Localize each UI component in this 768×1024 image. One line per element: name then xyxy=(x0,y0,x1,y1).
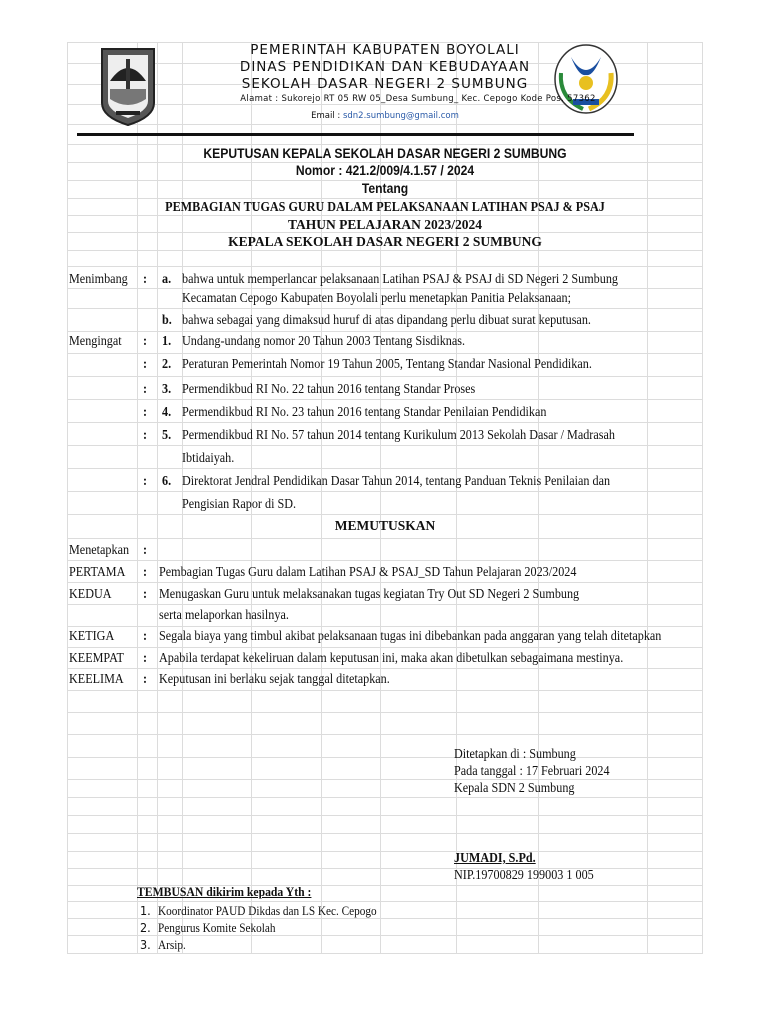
grid-row-line xyxy=(67,215,703,216)
mengingat-item-continued: Pengisian Rapor di SD. xyxy=(182,496,297,511)
signature-place: Ditetapkan di : Sumbung xyxy=(454,746,576,761)
grid-column-line xyxy=(456,42,457,954)
mengingat-item: Permendikbud RI No. 22 tahun 2016 tentang Standar Proses xyxy=(182,381,476,396)
letterhead-department: DINAS PENDIDIKAN DAN KEBUDAYAAN xyxy=(239,59,531,75)
decision-text: Pembagian Tugas Guru dalam Latihan PSAJ & PSAJ_SD Tahun Pelajaran 2023/2024 xyxy=(159,564,577,579)
cc-number: 1. xyxy=(140,903,151,918)
menimbang-item-continued: Kecamatan Cepogo Kabupaten Boyolali perlu menetapkan Panitia Pelaksanaan; xyxy=(182,290,572,305)
signature-date: Pada tanggal : 17 Februari 2024 xyxy=(454,763,610,778)
grid-row-line xyxy=(67,851,703,852)
menimbang-item: bahwa sebagai yang dimaksud huruf di atas dipandang perlu dibuat surat keputusan. xyxy=(182,312,591,327)
mengingat-item-continued: Ibtidaiyah. xyxy=(182,450,235,465)
grid-column-line xyxy=(702,42,703,954)
grid-row-line xyxy=(67,266,703,267)
colon: : xyxy=(143,564,148,579)
grid-row-line xyxy=(67,144,703,145)
decree-school-year: TAHUN PELAJARAN 2023/2024 xyxy=(287,217,482,232)
item-marker: 2. xyxy=(162,356,172,371)
grid-row-line xyxy=(67,331,703,332)
colon: : xyxy=(143,427,148,442)
grid-row-line xyxy=(67,560,703,561)
grid-row-line xyxy=(67,604,703,605)
tembusan-heading: TEMBUSAN dikirim kepada Yth : xyxy=(137,884,312,899)
cc-number: 3. xyxy=(140,937,151,952)
decision-text: Keputusan ini berlaku sejak tanggal ditetapkan. xyxy=(159,671,390,686)
grid-row-line xyxy=(67,953,703,954)
decree-title: KEPUTUSAN KEPALA SEKOLAH DASAR NEGERI 2 SUMBUNG xyxy=(203,146,567,161)
decision-text-continued: serta melaporkan hasilnya. xyxy=(159,607,289,622)
decision-label: KEELIMA xyxy=(69,671,124,686)
grid-row-line xyxy=(67,353,703,354)
grid-row-line xyxy=(67,288,703,289)
mengingat-item: Peraturan Pemerintah Nomor 19 Tahun 2005, Tentang Standar Nasional Pendidikan. xyxy=(182,356,592,371)
grid-row-line xyxy=(67,779,703,780)
grid-column-line xyxy=(157,42,158,954)
item-marker: 3. xyxy=(162,381,172,396)
grid-column-line xyxy=(538,42,539,954)
grid-row-line xyxy=(67,734,703,735)
decision-label: KEDUA xyxy=(69,586,112,601)
grid-row-line xyxy=(67,901,703,902)
grid-row-line xyxy=(67,757,703,758)
menimbang-label: Menimbang xyxy=(69,271,128,286)
cc-recipient: Koordinator PAUD Dikdas dan LS Kec. Cepogo xyxy=(158,904,377,918)
decision-text: Menugaskan Guru untuk melaksanakan tugas kegiatan Try Out SD Negeri 2 Sumbung xyxy=(159,586,580,601)
mengingat-label: Mengingat xyxy=(69,333,122,348)
item-marker: 1. xyxy=(162,333,172,348)
letterhead-school: SEKOLAH DASAR NEGERI 2 SUMBUNG xyxy=(241,76,529,92)
grid-column-line xyxy=(380,42,381,954)
decree-about-label: Tentang xyxy=(361,181,409,196)
colon: : xyxy=(143,628,148,643)
decree-issuer: KEPALA SEKOLAH DASAR NEGERI 2 SUMBUNG xyxy=(228,234,542,249)
grid-row-line xyxy=(67,399,703,400)
colon: : xyxy=(143,586,148,601)
signatory-name: JUMADI, S.Pd. xyxy=(454,850,536,865)
grid-row-line xyxy=(67,690,703,691)
decision-label: PERTAMA xyxy=(69,564,126,579)
cc-number: 2. xyxy=(140,920,151,935)
colon: : xyxy=(143,650,148,665)
cc-recipient: Arsip. xyxy=(158,938,186,952)
colon: : xyxy=(143,356,148,371)
grid-row-line xyxy=(67,538,703,539)
cc-recipient: Pengurus Komite Sekolah xyxy=(158,921,276,935)
grid-row-line xyxy=(67,514,703,515)
grid-row-line xyxy=(67,833,703,834)
decision-label: KETIGA xyxy=(69,628,115,643)
grid-row-line xyxy=(67,797,703,798)
decision-label: KEEMPAT xyxy=(69,650,124,665)
item-marker: 5. xyxy=(162,427,172,442)
grid-row-line xyxy=(67,376,703,377)
grid-row-line xyxy=(67,868,703,869)
item-marker: b. xyxy=(162,312,172,327)
mengingat-item: Direktorat Jendral Pendidikan Dasar Tahun 2014, tentang Panduan Teknis Penilaian dan xyxy=(182,473,611,488)
signature-position: Kepala SDN 2 Sumbung xyxy=(454,780,575,795)
letterhead-email-line xyxy=(67,111,703,121)
grid-row-line xyxy=(67,422,703,423)
colon: : xyxy=(143,271,148,286)
grid-row-line xyxy=(67,712,703,713)
colon: : xyxy=(143,333,148,348)
email-link[interactable]: sdn2.sumbung@gmail.com xyxy=(342,111,459,121)
grid-row-line xyxy=(67,815,703,816)
colon: : xyxy=(143,381,148,396)
decision-text: Apabila terdapat kekeliruan dalam keputusan ini, maka akan dibetulkan sebagaimana mestinya. xyxy=(159,650,624,665)
colon: : xyxy=(143,671,148,686)
grid-column-line xyxy=(137,42,138,954)
grid-row-line xyxy=(67,491,703,492)
grid-row-line xyxy=(67,124,703,125)
grid-row-line xyxy=(67,647,703,648)
item-marker: 4. xyxy=(162,404,172,419)
colon: : xyxy=(143,542,148,557)
grid-row-line xyxy=(67,626,703,627)
grid-column-line xyxy=(67,42,68,954)
mengingat-item: Permendikbud RI No. 23 tahun 2016 tentang Standar Penilaian Pendidikan xyxy=(182,404,547,419)
grid-row-line xyxy=(67,468,703,469)
grid-row-line xyxy=(67,445,703,446)
letterhead-government: PEMERINTAH KABUPATEN BOYOLALI xyxy=(250,42,520,58)
letterhead-divider xyxy=(77,133,634,136)
decree-number: Nomor : 421.2/009/4.1.57 / 2024 xyxy=(295,163,475,178)
signatory-nip: NIP.19700829 199003 1 005 xyxy=(454,867,594,882)
memutuskan-heading: MEMUTUSKAN xyxy=(334,518,436,533)
mengingat-item: Permendikbud RI No. 57 tahun 2014 tentang Kurikulum 2013 Sekolah Dasar / Madrasah xyxy=(182,427,615,442)
decision-label: Menetapkan xyxy=(69,542,130,557)
item-marker: 6. xyxy=(162,473,172,488)
letterhead-address: Alamat : Sukorejo RT 05 RW 05_Desa Sumbung_ Kec. Cepogo Kode Pos. 57362 xyxy=(240,94,596,104)
grid-row-line xyxy=(67,250,703,251)
mengingat-item: Undang-undang nomor 20 Tahun 2003 Tentang Sisdiknas. xyxy=(182,333,466,348)
grid-column-line xyxy=(647,42,648,954)
grid-row-line xyxy=(67,668,703,669)
colon: : xyxy=(143,404,148,419)
email-label: Email : xyxy=(311,111,343,121)
item-marker: a. xyxy=(162,271,172,286)
decree-subject: PEMBAGIAN TUGAS GURU DALAM PELAKSANAAN LATIHAN PSAJ & PSAJ xyxy=(165,199,605,214)
decision-text: Segala biaya yang timbul akibat pelaksanaan tugas ini dibebankan pada anggaran yang telah ditetapkan xyxy=(159,628,662,643)
colon: : xyxy=(143,473,148,488)
menimbang-item: bahwa untuk memperlancar pelaksanaan Latihan PSAJ & PSAJ di SD Negeri 2 Sumbung xyxy=(182,271,618,286)
grid-row-line xyxy=(67,582,703,583)
grid-row-line xyxy=(67,308,703,309)
grid-column-line xyxy=(321,42,322,954)
